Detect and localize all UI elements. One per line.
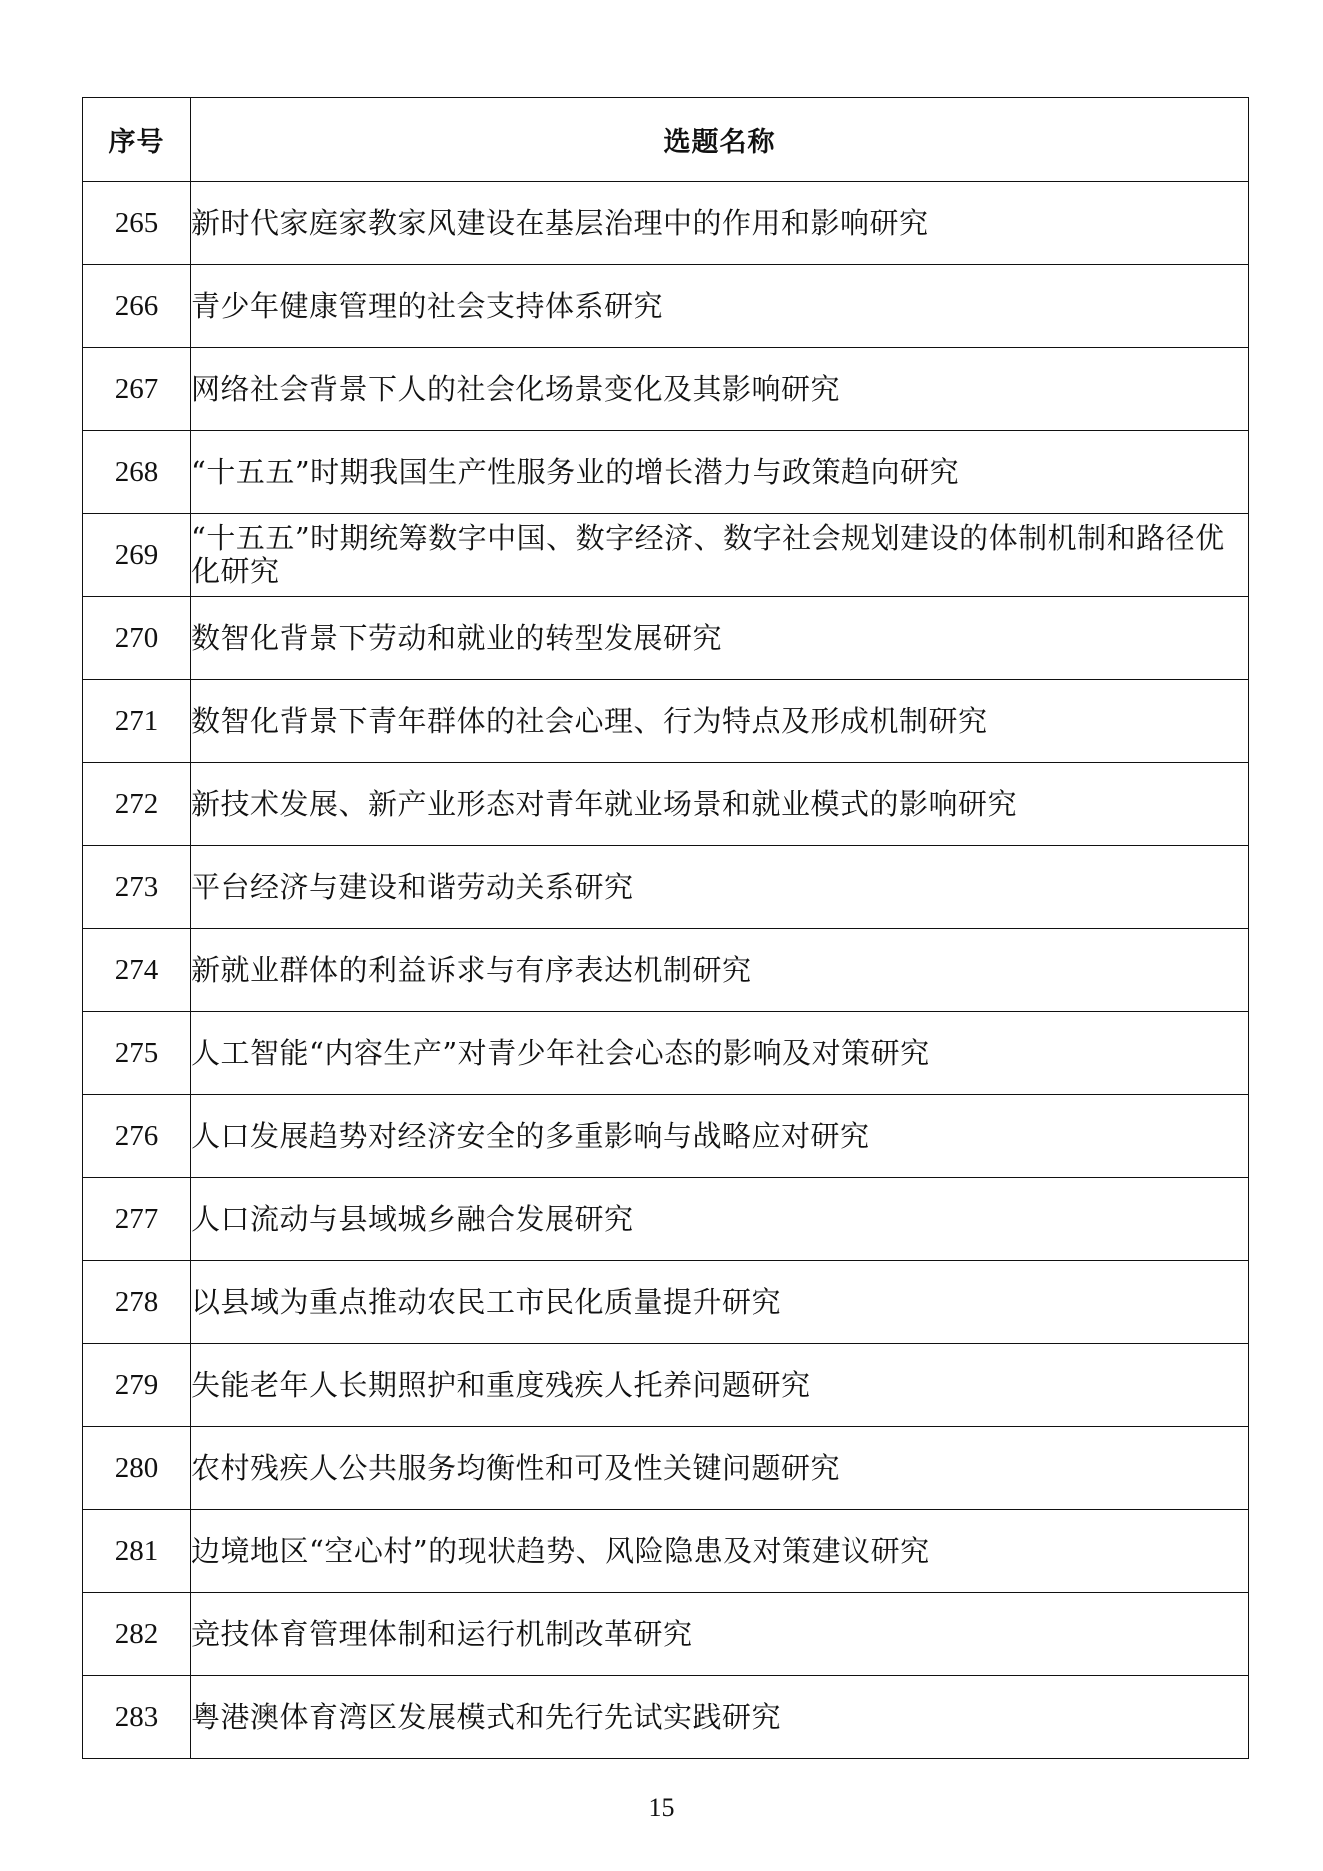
row-serial-number: 267 [83,348,191,431]
table-row [83,1261,1249,1344]
row-serial-number: 268 [83,431,191,514]
table-body [83,182,1249,1759]
row-serial-number: 276 [83,1095,191,1178]
row-serial-number: 277 [83,1178,191,1261]
row-topic-title: 竞技体育管理体制和运行机制改革研究 [191,1593,1249,1676]
table-row [83,431,1249,514]
table-row [83,182,1249,265]
table-row [83,514,1249,597]
row-topic-title: “十五五”时期统筹数字中国、数字经济、数字社会规划建设的体制机制和路径优化研究 [191,514,1249,597]
row-serial-number: 271 [83,680,191,763]
row-topic-title: 数智化背景下青年群体的社会心理、行为特点及形成机制研究 [191,680,1249,763]
row-topic-title: 新就业群体的利益诉求与有序表达机制研究 [191,929,1249,1012]
row-serial-number: 269 [83,514,191,597]
table-row [83,763,1249,846]
table-row [83,1593,1249,1676]
table-row [83,1427,1249,1510]
row-serial-number: 266 [83,265,191,348]
table-row [83,680,1249,763]
row-topic-title: 青少年健康管理的社会支持体系研究 [191,265,1249,348]
row-topic-title: 新时代家庭家教家风建设在基层治理中的作用和影响研究 [191,182,1249,265]
row-serial-number: 282 [83,1593,191,1676]
table-row [83,597,1249,680]
row-topic-title: 粤港澳体育湾区发展模式和先行先试实践研究 [191,1676,1249,1759]
table-row [83,1344,1249,1427]
row-topic-title: 失能老年人长期照护和重度残疾人托养问题研究 [191,1344,1249,1427]
table-header-row [83,98,1249,182]
table-row [83,929,1249,1012]
row-serial-number: 272 [83,763,191,846]
row-serial-number: 279 [83,1344,191,1427]
row-serial-number: 265 [83,182,191,265]
table-row [83,348,1249,431]
row-serial-number: 270 [83,597,191,680]
table-row [83,1676,1249,1759]
header-serial-number: 序号 [83,98,191,182]
row-topic-title: 新技术发展、新产业形态对青年就业场景和就业模式的影响研究 [191,763,1249,846]
row-serial-number: 275 [83,1012,191,1095]
row-serial-number: 274 [83,929,191,1012]
row-serial-number: 280 [83,1427,191,1510]
row-topic-title: 人工智能“内容生产”对青少年社会心态的影响及对策研究 [191,1012,1249,1095]
row-serial-number: 281 [83,1510,191,1593]
page-number: 15 [648,1793,675,1822]
row-topic-title: “十五五”时期我国生产性服务业的增长潜力与政策趋向研究 [191,431,1249,514]
table-row [83,1178,1249,1261]
header-topic-title: 选题名称 [191,98,1249,182]
row-topic-title: 人口流动与县域城乡融合发展研究 [191,1178,1249,1261]
row-topic-title: 平台经济与建设和谐劳动关系研究 [191,846,1249,929]
table-row [83,1012,1249,1095]
table-row [83,1095,1249,1178]
row-serial-number: 273 [83,846,191,929]
row-topic-title: 网络社会背景下人的社会化场景变化及其影响研究 [191,348,1249,431]
table-row [83,1510,1249,1593]
row-topic-title: 人口发展趋势对经济安全的多重影响与战略应对研究 [191,1095,1249,1178]
row-topic-title: 数智化背景下劳动和就业的转型发展研究 [191,597,1249,680]
row-topic-title: 农村残疾人公共服务均衡性和可及性关键问题研究 [191,1427,1249,1510]
row-topic-title: 以县域为重点推动农民工市民化质量提升研究 [191,1261,1249,1344]
row-topic-title: 边境地区“空心村”的现状趋势、风险隐患及对策建议研究 [191,1510,1249,1593]
table-row [83,265,1249,348]
row-serial-number: 283 [83,1676,191,1759]
row-serial-number: 278 [83,1261,191,1344]
topics-table [82,97,1249,1759]
table-row [83,846,1249,929]
